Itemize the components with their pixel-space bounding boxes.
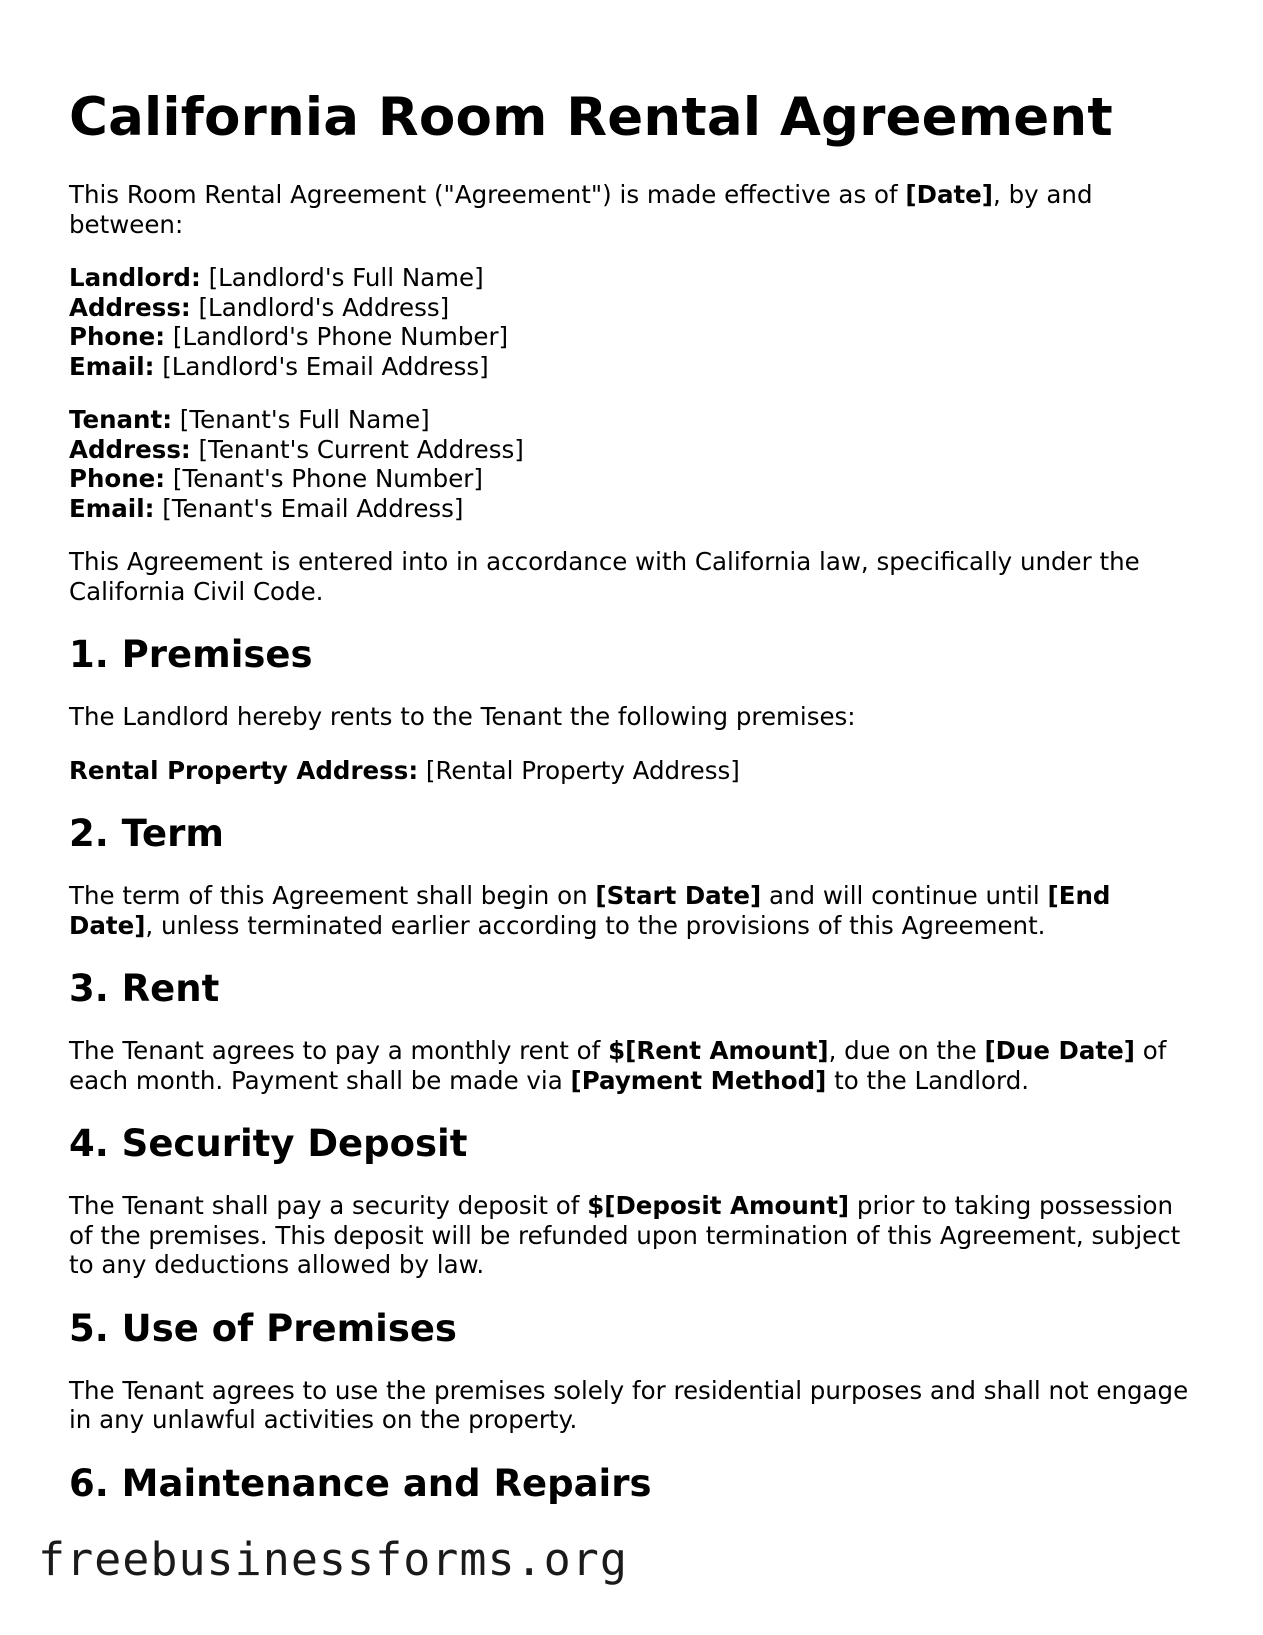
rent-text-mid: , due on the [828,1036,985,1065]
rent-paragraph [69,1036,1199,1095]
section-rent [69,964,1199,1095]
landlord-email-value: [Landlord's Email Address] [154,351,489,381]
tenant-name-value: [Tenant's Full Name] [172,405,430,434]
use-text: The Tenant agrees to use the premises solely for residential purposes and shall not engage in any unlawful activities on the property. [69,1375,1189,1434]
landlord-email-line [69,352,1199,382]
document-title: California Room Rental Agreement [69,87,1113,148]
deposit-text: The Tenant shall pay a security deposit of [69,1191,588,1220]
landlord-phone-line [69,322,1199,352]
rent-text: The Tenant agrees to pay a monthly rent of [69,1036,609,1065]
premises-text: The Landlord hereby rents to the Tenant the following premises: [69,702,856,731]
effective-date: [Date] [905,180,993,209]
term-text-end: , unless terminated earlier according to the provisions of this Agreement. [145,910,1046,940]
term-text: The term of this Agreement shall begin on [69,881,596,910]
section-heading: 3. Rent [69,967,220,1010]
tenant-email-label: Email: [69,493,155,523]
deposit-amount: $[Deposit Amount] [587,1191,850,1220]
section-heading: 6. Maintenance and Repairs [69,1461,652,1505]
tenant-info [69,405,1199,523]
landlord-info [69,263,1199,381]
section-heading: 1. Premises [69,633,313,676]
landlord-name-label: Landlord: [69,263,201,292]
deposit-text-end: prior to taking possession of the premises. This deposit will be refunded upon termination of this Agreement, subject to any deductions allowed by law. [69,1191,1181,1279]
law-statement: This Agreement is entered into in accordance with California law, specifically under the California Civil Code. [69,547,1140,606]
section-heading: 5. Use of Premises [69,1306,457,1350]
due-date: [Due Date] [984,1036,1135,1065]
landlord-email-label: Email: [69,351,155,381]
landlord-address-value: [Landlord's Address] [190,292,450,322]
payment-method: [Payment Method] [570,1065,827,1095]
tenant-address-line [69,435,1199,465]
tenant-email-line [69,494,1199,524]
landlord-name-line [69,263,1199,293]
rental-property-label: Rental Property Address: [69,755,419,785]
tenant-phone-value: [Tenant's Phone Number] [165,464,483,493]
deposit-paragraph [69,1191,1199,1280]
intro-paragraph [69,180,1199,239]
tenant-email-value: [Tenant's Email Address] [154,493,464,523]
tenant-address-value: [Tenant's Current Address] [190,434,524,464]
tenant-name-line [69,405,1199,435]
document-page [69,84,1199,1531]
landlord-name-value: [Landlord's Full Name] [200,263,484,292]
term-text-mid: and will continue until [761,881,1048,910]
tenant-address-label: Address: [69,434,191,464]
landlord-phone-label: Phone: [69,322,166,351]
section-heading: 4. Security Deposit [69,1122,468,1165]
section-term [69,809,1199,940]
section-maintenance [69,1459,1199,1509]
watermark: freebusinessforms.org [38,1533,628,1586]
section-deposit [69,1119,1199,1280]
rental-property-line [69,756,1199,786]
rental-property-value: [Rental Property Address] [418,755,740,785]
section-premises [69,630,1199,785]
rent-amount: $[Rent Amount] [608,1036,829,1065]
rent-text-mid2: of each month. Payment shall be made via [69,1036,1167,1095]
intro-text: This Room Rental Agreement ("Agreement") is made effective as of [69,180,906,209]
tenant-phone-line [69,464,1199,494]
rent-text-end: to the Landlord. [826,1065,1030,1095]
landlord-address-label: Address: [69,292,191,322]
landlord-phone-value: [Landlord's Phone Number] [165,322,509,351]
tenant-phone-label: Phone: [69,464,166,493]
section-use [69,1304,1199,1435]
start-date: [Start Date] [595,881,762,910]
end-date: [End Date] [69,881,1111,940]
landlord-address-line [69,293,1199,323]
tenant-name-label: Tenant: [69,405,173,434]
term-paragraph [69,881,1199,940]
intro-text-end: , by and between: [69,180,1093,239]
section-heading: 2. Term [69,812,224,855]
